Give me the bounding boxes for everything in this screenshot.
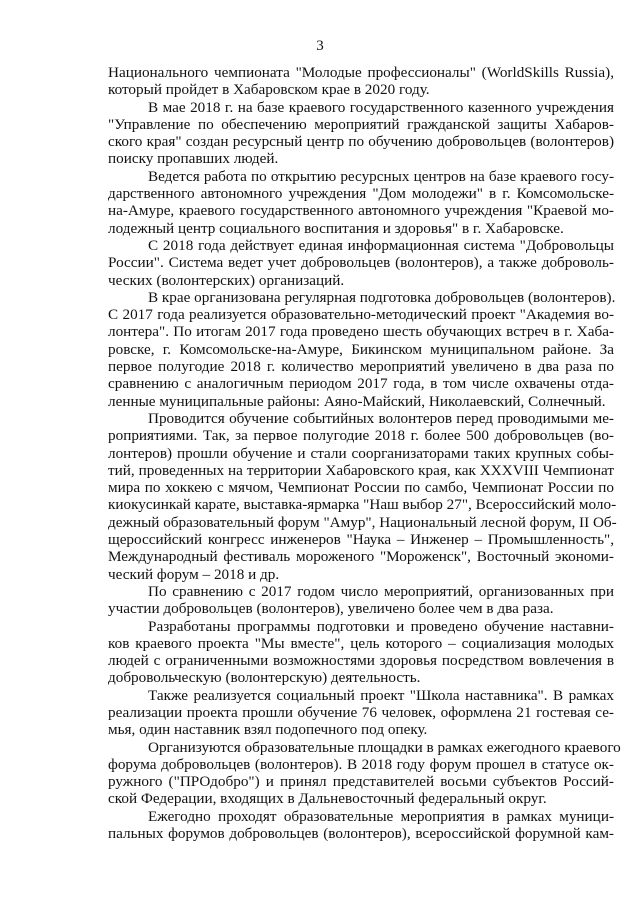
paragraph [108, 64, 614, 99]
text-line: По сравнению с 2017 годом число мероприятий, организованных при [148, 582, 614, 600]
text-line: С 2018 года действует единая информационная система "Добровольцы [148, 236, 614, 254]
text-line: дарственного автономного учреждения "Дом молодежи" в г. Комсомольске- [108, 185, 614, 203]
paragraph [108, 289, 614, 410]
text-line: мья, один наставник взял подопечного под опеку. [108, 721, 428, 739]
text-line: добровольческую (волонтерскую) деятельность. [108, 669, 421, 687]
text-line: ского края" создан ресурсный центр по обучению добровольцев (волонтеров) [108, 133, 614, 151]
text-line: первое полугодие 2018 г. количество мероприятий увеличено в два раза по [108, 358, 614, 376]
text-line: Ведется работа по открытию ресурсных центров на базе краевого госу- [148, 167, 614, 185]
text-line: на-Амуре, краевого государственного автономного учреждения "Краевой мо- [108, 202, 614, 220]
text-line: ровске, г. Комсомольске-на-Амуре, Бикинском муниципальном районе. За [108, 340, 614, 358]
paragraph [108, 237, 614, 289]
paragraph [108, 808, 614, 843]
text-line: поиску пропавших людей. [108, 150, 279, 168]
paragraph [108, 99, 614, 168]
text-line: ков краевого проекта "Мы вместе", цель которого – социализация молодых [108, 634, 614, 652]
paragraph [108, 409, 617, 583]
text-line: ческий форум – 2018 и др. [108, 565, 280, 583]
text-line: роприятиями. Так, за первое полугодие 2018 г. более 500 добровольцев (во- [108, 427, 614, 445]
paragraph [108, 618, 614, 687]
text-line: сравнению с аналогичным периодом 2017 года, в том числе охвачены отда- [108, 375, 614, 393]
paragraph [108, 738, 621, 808]
text-line: Международный фестиваль мороженого "Мороженск", Восточный экономи- [108, 548, 614, 566]
text-line: ружного ("ПРОдобро") и принял представителей восьми субъектов Россий- [108, 773, 614, 791]
text-line: ленные муниципальные районы: Аяно-Майский, Николаевский, Солнечный. [108, 392, 606, 410]
text-line: лонтера". По итогам 2017 года проведено шесть обучающих встреч в г. Хаба- [108, 323, 614, 341]
text-line: Организуются образовательные площадки в рамках ежегодного краевого [148, 738, 621, 756]
text-line: который пройдет в Хабаровском крае в 2020 году. [108, 81, 430, 99]
text-line: В мае 2018 г. на базе краевого государственного казенного учреждения [148, 98, 614, 116]
text-line: "Управление по обеспечению мероприятий гражданской защиты Хабаров- [108, 115, 614, 133]
text-line: ской Федерации, входящих в Дальневосточный федеральный округ. [108, 790, 547, 808]
text-line: В крае организована регулярная подготовка добровольцев (волонтеров). [148, 288, 616, 306]
text-line: участии добровольцев (волонтеров), увеличено более чем в два раза. [108, 600, 554, 618]
text-line: пальных форумов добровольцев (волонтеров), всероссийской форумной кам- [108, 825, 614, 843]
text-line: дежный образовательный форум "Амур", Национальный лесной форум, II Об- [108, 513, 617, 531]
paragraph [108, 583, 614, 618]
body-text [108, 64, 621, 843]
text-line: реализации проекта прошли обучение 76 человек, оформлена 21 гостевая се- [108, 703, 614, 721]
text-line: Национального чемпионата "Молодые профессионалы" (WorldSkills Russia), [108, 64, 614, 81]
text-line: людей с ограниченными возможностями здоровья посредством вовлечения в [108, 652, 614, 670]
text-line: тий, проведенных на территории Хабаровского края, как XXXVIII Чемпионат [108, 461, 614, 479]
text-line: Проводится обучение событийных волонтеров перед проводимыми ме- [148, 409, 614, 427]
text-line: мира по хоккею с мячом, Чемпионат России по самбо, Чемпионат России по [108, 479, 614, 497]
paragraph [108, 687, 614, 739]
paragraph [108, 168, 614, 237]
text-line: ческих (волонтерских) организаций. [108, 271, 345, 289]
text-line: киокусинкай карате, выставка-ярмарка "Наш выбор 27", Всероссийский моло- [108, 496, 617, 514]
text-line: С 2017 года реализуется образовательно-методический проект "Академия во- [108, 306, 614, 324]
scan-dot [108, 60, 109, 61]
page-number: 3 [316, 38, 324, 54]
text-line: Ежегодно проходят образовательные мероприятия в рамках муници- [148, 807, 614, 825]
text-line: Разработаны программы подготовки и проведено обучение наставни- [148, 617, 614, 635]
text-line: Также реализуется социальный проект "Школа наставника". В рамках [148, 686, 614, 704]
text-line: щероссийский конгресс инженеров "Наука – Инженер – Промышленность", [108, 531, 614, 549]
text-line: России". Система ведет учет добровольцев (волонтеров), а также доброволь- [108, 254, 614, 272]
text-line: лодежный центр социального воспитания и здоровья" в г. Хабаровске. [108, 219, 564, 237]
text-line: лонтеров) прошли обучение и стали соорганизаторами таких крупных собы- [108, 444, 614, 462]
text-line: форума добровольцев (волонтеров). В 2018 году форум прошел в статусе ок- [108, 755, 614, 773]
